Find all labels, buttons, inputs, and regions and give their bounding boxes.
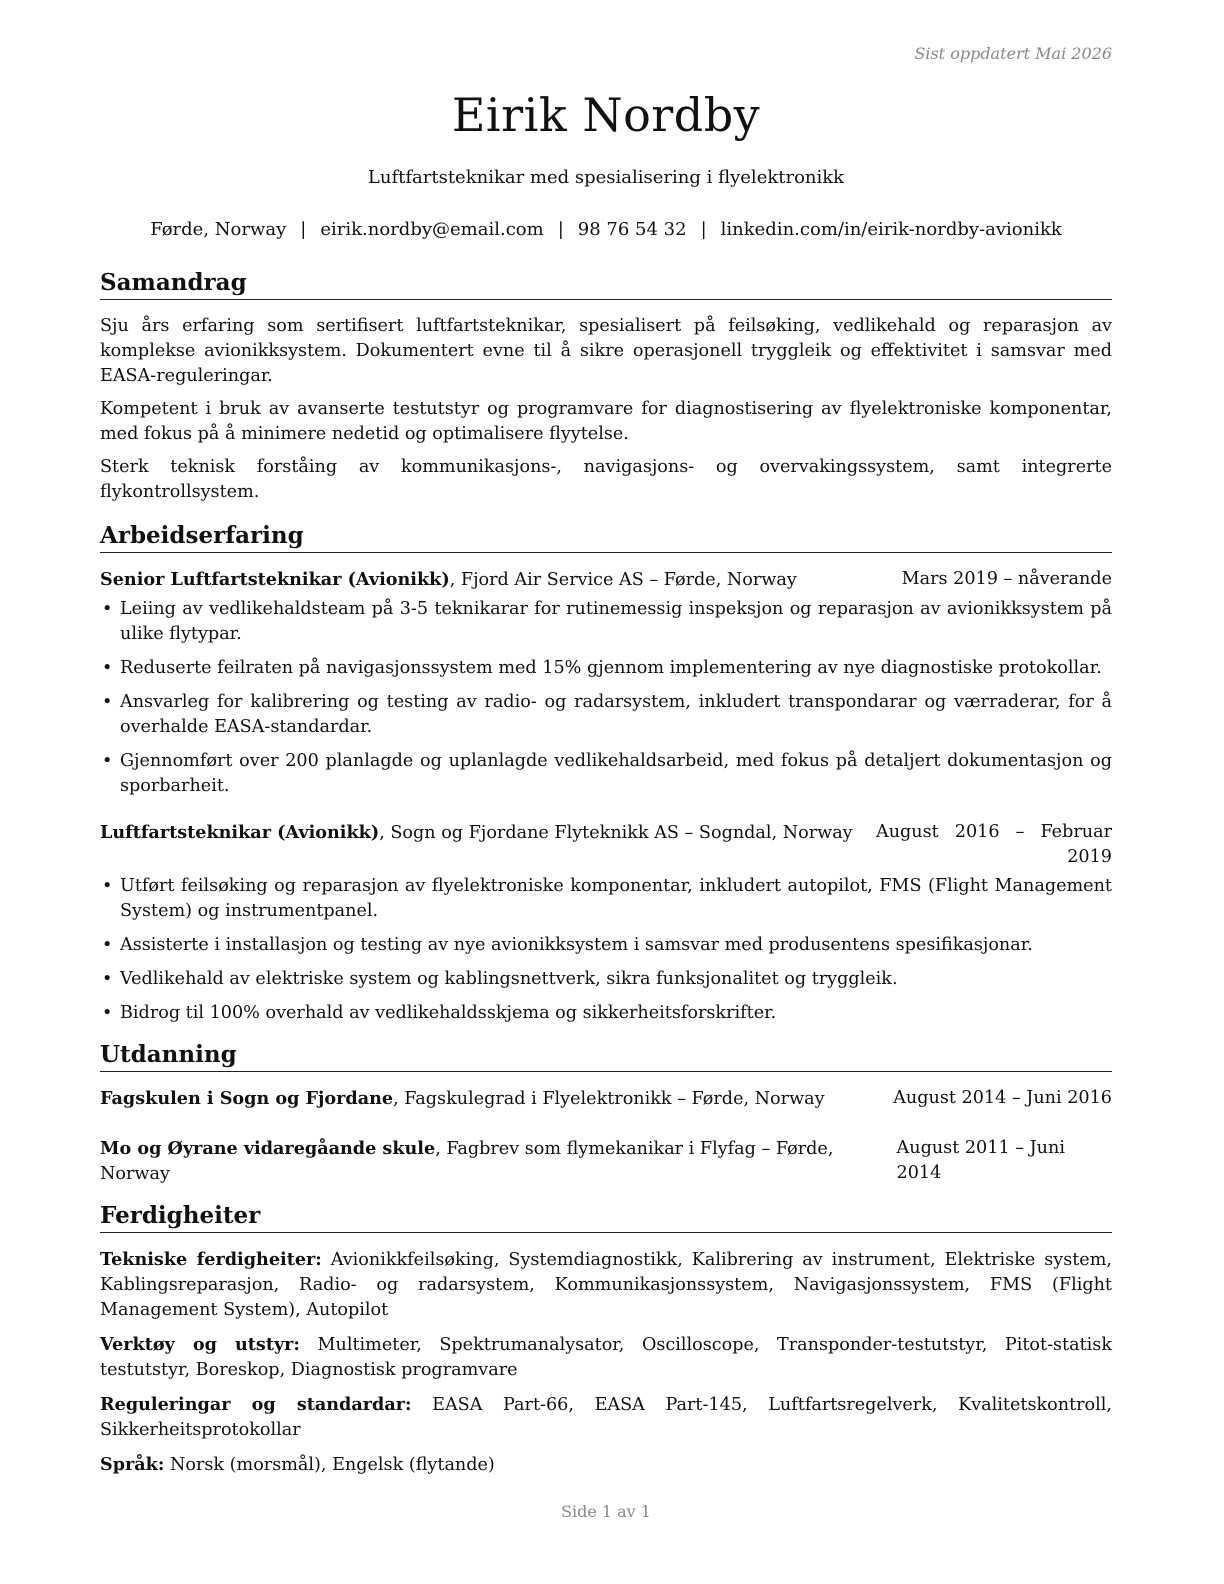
job-entry [100,820,1112,1026]
education-school: Fagskulen i Sogn og Fjordane [100,1088,394,1109]
job-header [100,820,1112,870]
job-title-company [100,820,876,870]
contact-separator: | [300,219,307,240]
education-dates: August 2011 – Juni 2014 [896,1138,1065,1183]
job-bullet: • Reduserte feilraten på navigasjonssystem med 15% gjennom implementering av nye diagnostiske protokollar. [100,656,1112,681]
resume-page [100,0,1112,1584]
job-bullet: • Gjennomført over 200 planlagde og uplanlagde vedlikehaldsarbeid, med fokus på detaljert dokumentasjon og sporbarheit. [100,749,1112,799]
job-bullet: • Ansvarleg for kalibrering og testing av radio- og radarsystem, inkludert transpondarar og værraderar, for å overhalde EASA-standardar. [100,690,1112,740]
education-school-detail [100,1086,825,1112]
job-bullet: • Utført feilsøking og reparasjon av flyelektroniske komponentar, inkludert autopilot, FMS (Flight Management System) og instrumentpanel. [100,874,1112,924]
job-dates: Mars 2019 – nåverande [901,569,1112,589]
experience-section [100,521,1112,1026]
education-entry [100,1086,1112,1112]
job-title: Senior Luftfartsteknikar (Avionikk) [100,569,450,590]
contact-separator: | [700,219,707,240]
contact-phone: 98 76 54 32 [577,219,687,240]
summary-paragraph: Kompetent i bruk av avanserte testutstyr og programvare for diagnostisering av flyelektroniske komponentar, med fokus på å minimere nedetid og optimalisere flyytelse. [100,399,1112,444]
last-updated: Sist oppdatert Mai 2026 [914,44,1112,63]
skill-group-label: Språk: [100,1454,165,1475]
skill-group [100,1247,1112,1323]
skill-group-label: Tekniske ferdigheiter: [100,1249,322,1270]
job-bullet: • Bidrog til 100% overhald av vedlikehaldsskjema og sikkerheitsforskrifter. [100,1001,1112,1026]
job-bullet: • Assisterte i installasjon og testing av nye avionikksystem i samsvar med produsentens spesifikasjonar. [100,933,1112,958]
candidate-tagline: Luftfartsteknikar med spesialisering i flyelektronikk [367,167,845,188]
contact-email[interactable]: eirik.nordby@email.com [320,219,544,240]
job-bullets [100,874,1112,1026]
candidate-name: Eirik Nordby [451,88,761,142]
job-bullet: • Vedlikehald av elektriske system og kablingsnettverk, sikra funksjonalitet og tryggleik. [100,967,1112,992]
skill-group-label: Verktøy og utstyr: [100,1334,300,1355]
job-title-company [100,567,902,593]
job-bullets [100,597,1112,799]
job-company: , Fjord Air Service AS – Førde, Norway [449,570,797,590]
education-heading: Utdanning [100,1040,1112,1072]
skill-group [100,1332,1112,1383]
contact-separator: | [557,219,564,240]
skill-group [100,1392,1112,1443]
summary-section [100,268,1112,505]
job-title: Luftfartsteknikar (Avionikk) [100,822,380,843]
contact-line [100,219,1112,240]
job-bullet: • Leiing av vedlikehaldsteam på 3-5 teknikarar for rutinemessig inspeksjon og reparasjon av avionikksystem på ulike flytypar. [100,597,1112,647]
contact-location: Førde, Norway [150,219,287,240]
education-dates: August 2014 – Juni 2016 [893,1088,1112,1108]
skill-group-text: Multimeter, Spektrumanalysator, Oscilloscope, Transponder-testutstyr, Pitot-statisk testutstyr, Boreskop, Diagnostisk programvare [100,1335,1112,1380]
skill-group [100,1452,1112,1478]
skill-group-label: Reguleringar og standardar: [100,1394,412,1415]
summary-paragraph: Sterk teknisk forståing av kommunikasjons-, navigasjons- og overvakingssystem, samt integrerte flykontrollsystem. [100,457,1112,502]
contact-linkedin[interactable]: linkedin.com/in/eirik-nordby-avionikk [720,219,1062,240]
job-company: , Sogn og Fjordane Flyteknikk AS – Sogndal, Norway [379,823,853,843]
job-header [100,567,1112,593]
skill-group-text: Avionikkfeilsøking, Systemdiagnostikk, Kalibrering av instrument, Elektriske system, Kablingsreparasjon, Radio- og radarsystem, Kommunikasjonssystem, Navigasjonssystem, FMS (Flight Management System), Autopilot [100,1250,1112,1320]
education-detail: , Fagbrev som flymekanikar i Flyfag – Førde, Norway [100,1139,834,1184]
job-entry [100,567,1112,799]
experience-heading: Arbeidserfaring [100,521,1112,553]
summary-heading: Samandrag [100,268,1112,300]
education-school: Mo og Øyrane vidaregåande skule [100,1138,436,1159]
education-entry [100,1136,1112,1187]
page-number: Side 1 av 1 [561,1502,651,1521]
skills-section [100,1201,1112,1478]
summary-paragraph: Sju års erfaring som sertifisert luftfartsteknikar, spesialisert på feilsøking, vedlikehald og reparasjon av komplekse avionikksystem. Dokumentert evne til å sikre operasjonell tryggleik og effektivitet i samsvar med EASA-reguleringar. [100,316,1112,386]
education-section [100,1040,1112,1187]
job-dates: August 2016 – Februar 2019 [876,822,1112,867]
education-detail: , Fagskulegrad i Flyelektronikk – Førde, Norway [393,1089,825,1109]
resume-content [100,268,1112,1487]
education-school-detail [100,1136,897,1187]
skills-heading: Ferdigheiter [100,1201,1112,1233]
skill-group-text: Norsk (morsmål), Engelsk (flytande) [164,1455,495,1475]
skill-group-text: EASA Part-66, EASA Part-145, Luftfartsregelverk, Kvalitetskontroll, Sikkerheitsprotokollar [100,1395,1112,1440]
